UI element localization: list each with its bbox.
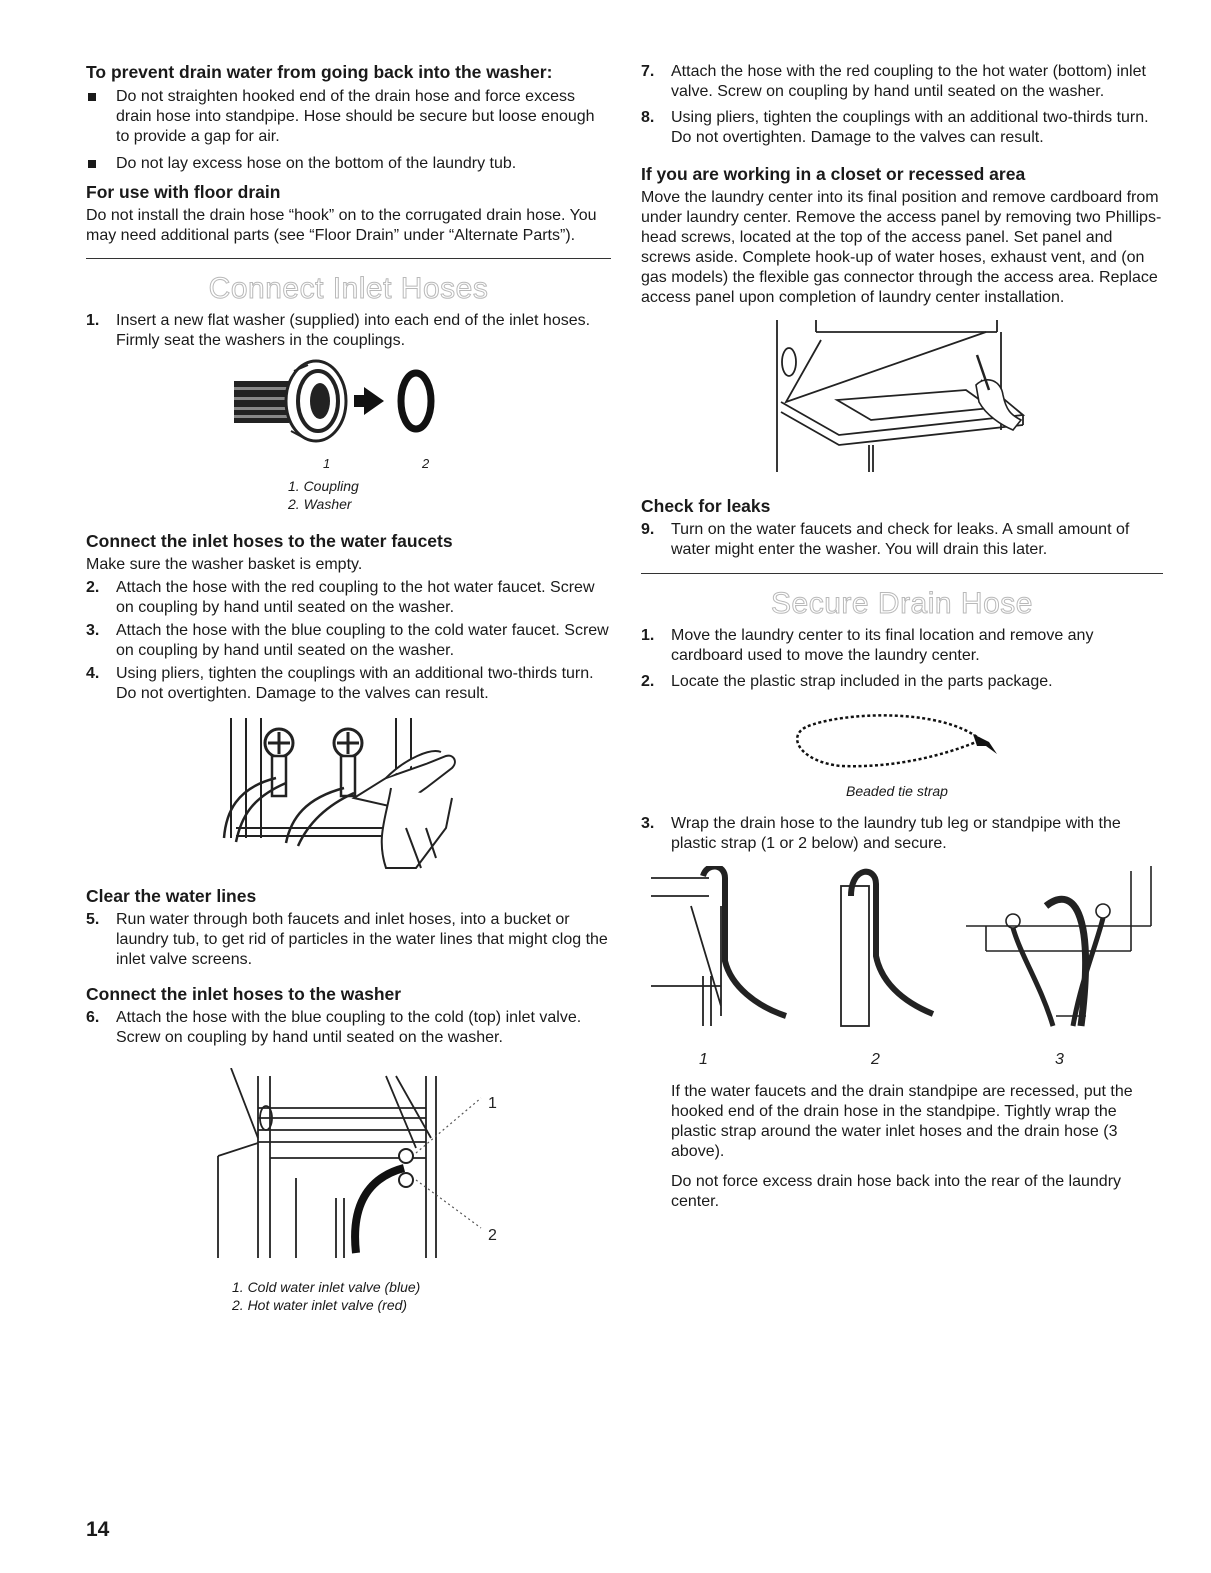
faucets-pliers-figure	[86, 718, 611, 878]
step-number: 2.	[86, 579, 100, 596]
clear-lines-heading: Clear the water lines	[86, 886, 257, 906]
hose-coupling-drawing	[234, 361, 346, 441]
section-divider	[86, 258, 611, 259]
step-text: Using pliers, tighten the couplings with an additional two-thirds turn. Do not overtighten. Damage to the valves can result.	[671, 109, 1149, 146]
drain-step-2	[641, 672, 1163, 692]
figure-label-2: 2	[422, 456, 430, 471]
option-label-1: 1	[699, 1051, 708, 1066]
section-title-secure-drain-hose: Secure Drain Hose	[771, 587, 1033, 620]
bullet-text: Do not straighten hooked end of the drain hose and force excess drain hose into standpipe. Hose should be secure but loose enough to provide a gap for air.	[116, 88, 595, 145]
figure-caption-coupling: 1. Coupling	[288, 478, 359, 494]
step-number: 1.	[86, 312, 100, 329]
step-number: 7.	[641, 63, 655, 80]
figure-caption-cold-valve: 1. Cold water inlet valve (blue)	[232, 1279, 421, 1295]
section-divider	[641, 573, 1163, 574]
option-3-recessed	[966, 866, 1151, 1026]
step-text: Insert a new flat washer (supplied) into each end of the inlet hoses. Firmly seat the washers in the couplings.	[116, 312, 591, 349]
coupling-washer-figure	[86, 351, 611, 471]
step-number: 3.	[641, 815, 655, 832]
force-text: Do not force excess drain hose back into the rear of the laundry center.	[671, 1173, 1122, 1210]
faucet-handle-right-icon	[334, 729, 362, 796]
step-number: 1.	[641, 627, 655, 644]
step-5	[86, 910, 611, 970]
step-number: 9.	[641, 521, 655, 538]
option-2-standpipe	[841, 872, 933, 1026]
step-text: Using pliers, tighten the couplings with an additional two-thirds turn. Do not overtighten. Damage to the valves can result.	[116, 665, 594, 702]
prevent-heading: To prevent drain water from going back into the washer:	[86, 62, 553, 82]
step-text: Wrap the drain hose to the laundry tub leg or standpipe with the plastic strap (1 or 2 below) and secure.	[671, 815, 1121, 852]
callout-label-2: 2	[488, 1227, 497, 1244]
option-1-laundry-tub	[651, 866, 786, 1026]
bullet-item	[86, 154, 611, 174]
step-text: Turn on the water faucets and check for leaks. A small amount of water might enter the washer. You will drain this later.	[671, 521, 1130, 558]
recessed-text: If the water faucets and the drain standpipe are recessed, put the hooked end of the drain hose in the standpipe. Tightly wrap the plastic strap around the water inlet hoses and the drain hose (3 above).	[671, 1083, 1133, 1160]
flat-washer-drawing	[401, 373, 431, 429]
leaks-heading: Check for leaks	[641, 496, 771, 516]
arrow-icon	[354, 387, 384, 415]
floor-drain-text: Do not install the drain hose “hook” on to the corrugated drain hose. You may need additional parts (see “Floor Drain” under “Alternate Parts”).	[86, 207, 597, 244]
step-2	[86, 578, 611, 618]
step-number: 3.	[86, 622, 100, 639]
step-1	[86, 311, 611, 351]
beaded-tie-strap-figure	[641, 702, 1163, 782]
figure-caption-strap: Beaded tie strap	[846, 783, 948, 799]
step-text: Attach the hose with the red coupling to the hot water faucet. Screw on coupling by hand until seated on the washer.	[116, 579, 595, 616]
step-number: 4.	[86, 665, 100, 682]
faucets-intro: Make sure the washer basket is empty.	[86, 556, 363, 573]
step-text: Attach the hose with the blue coupling to the cold water faucet. Screw on coupling by hand until seated on the washer.	[116, 622, 609, 659]
closet-heading: If you are working in a closet or recessed area	[641, 164, 1026, 184]
square-bullet-icon	[88, 160, 96, 168]
option-label-3: 3	[1055, 1051, 1064, 1066]
page-number: 14	[86, 1518, 110, 1541]
step-text: Attach the hose with the blue coupling to the cold (top) inlet valve. Screw on coupling by hand until seated on the washer.	[116, 1009, 582, 1046]
washer-inlet-valves-figure	[86, 1068, 611, 1278]
closet-text: Move the laundry center into its final position and remove cardboard from under laundry center. Remove the access panel by removing two Phillips-head screws, located at the top of the access panel. Set panel and screws aside. Complete hook-up of water hoses, exhaust vent, and (on gas models) the flexible gas connector through the access area. Replace access panel upon completion of laundry center installation.	[641, 189, 1162, 306]
step-text: Locate the plastic strap included in the parts package.	[671, 673, 1053, 690]
step-text: Move the laundry center to its final location and remove any cardboard used to move the laundry center.	[671, 627, 1094, 664]
hand-with-pliers-drawing	[354, 751, 455, 868]
section-title-connect-inlet-hoses: Connect Inlet Hoses	[208, 272, 489, 305]
step-number: 2.	[641, 673, 655, 690]
step-3	[86, 621, 611, 661]
step-text: Attach the hose with the red coupling to the hot water (bottom) inlet valve. Screw on coupling by hand until seated on the washer.	[671, 63, 1146, 100]
bullet-text: Do not lay excess hose on the bottom of the laundry tub.	[116, 155, 517, 172]
square-bullet-icon	[88, 93, 96, 101]
drain-step-1	[641, 626, 1163, 666]
step-6	[86, 1008, 611, 1048]
access-panel-figure	[641, 320, 1163, 480]
figure-caption-washer: 2. Washer	[288, 496, 352, 512]
step-number: 5.	[86, 911, 100, 928]
step-number: 8.	[641, 109, 655, 126]
step-text: Run water through both faucets and inlet hoses, into a bucket or laundry tub, to get rid of particles in the water lines that might clog the inlet valve screens.	[116, 911, 608, 968]
drain-hose-options-figure	[641, 866, 1163, 1066]
inlet-hose-drawing	[355, 1168, 404, 1253]
figure-caption-hot-valve: 2. Hot water inlet valve (red)	[232, 1297, 408, 1313]
right-column	[641, 62, 1163, 1212]
figure-label-1: 1	[323, 456, 331, 471]
bullet-item	[86, 87, 611, 147]
drain-step-3	[641, 814, 1163, 854]
floor-drain-heading: For use with floor drain	[86, 182, 281, 202]
step-4	[86, 664, 611, 704]
faucets-heading: Connect the inlet hoses to the water faucets	[86, 531, 453, 551]
washer-hoses-heading: Connect the inlet hoses to the washer	[86, 984, 402, 1004]
option-label-2: 2	[871, 1051, 880, 1066]
step-8	[641, 108, 1163, 148]
left-column	[86, 62, 611, 1314]
strap-buckle-icon	[973, 734, 997, 754]
step-number: 6.	[86, 1009, 100, 1026]
step-7	[641, 62, 1163, 102]
callout-label-1: 1	[488, 1095, 497, 1112]
step-9	[641, 520, 1163, 560]
